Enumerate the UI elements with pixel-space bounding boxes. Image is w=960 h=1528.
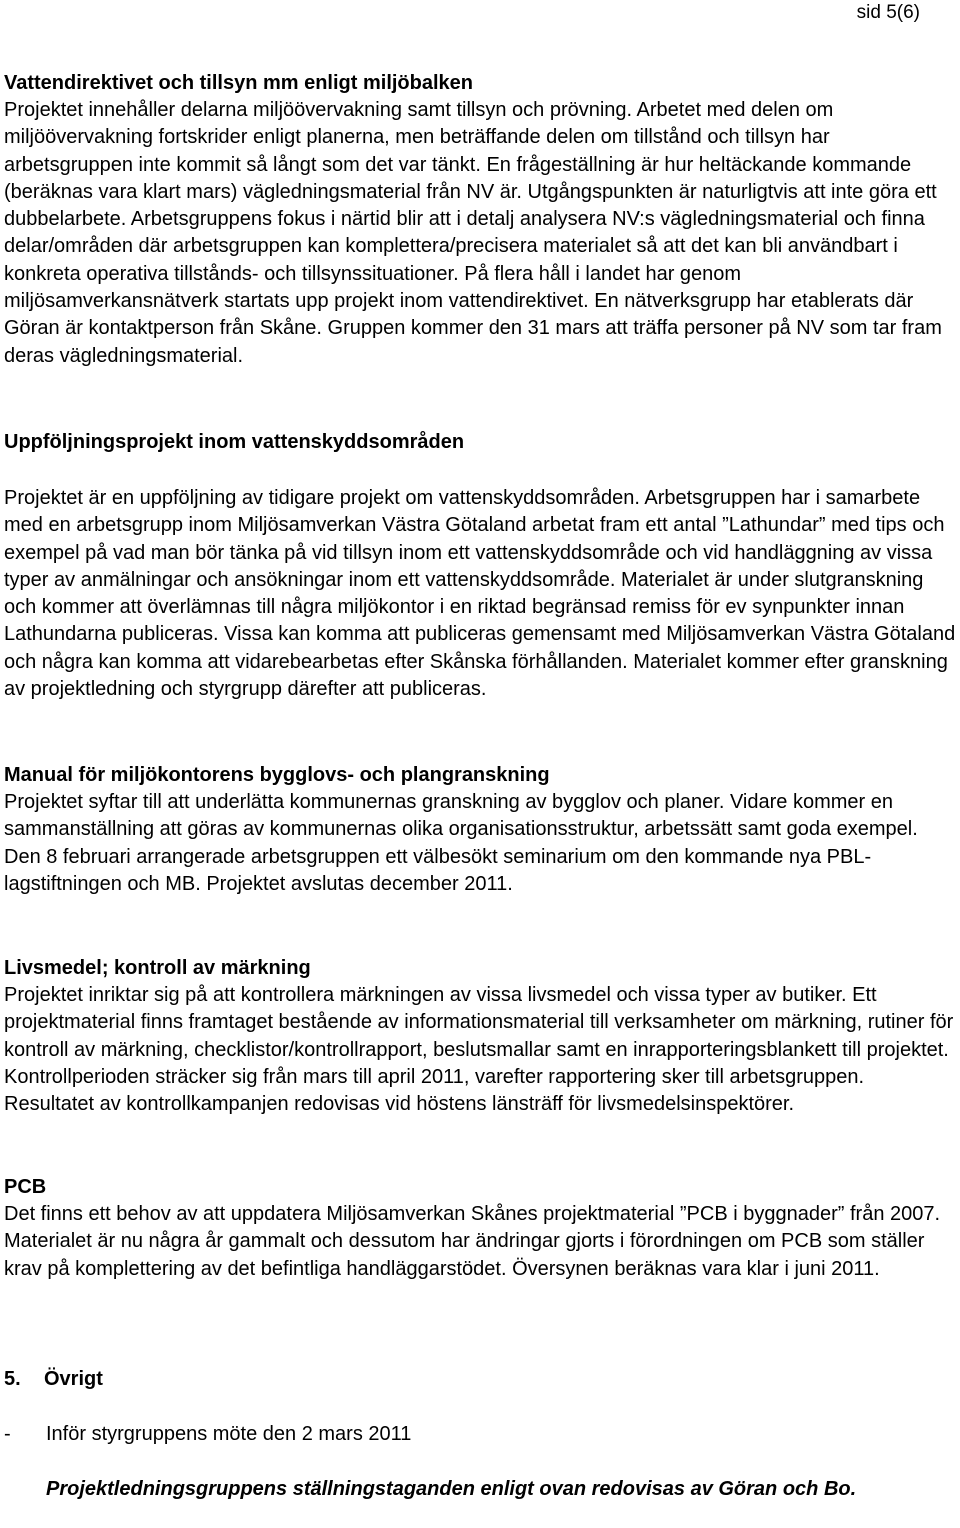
heading-number: 5.: [4, 1368, 21, 1390]
section-body: Projektet syftar till att underlätta kommunernas granskning av bygglov och planer. Vidare kommer en sammanställning att göras av kommunernas olika organisationsstruktur, arbetssätt samt goda exempel. Den 8 februari arrangerade arbetsgruppen ett välbesökt seminarium om den kommande nya PBL-lagstiftningen och MB. Projektet avslutas december 2011.: [4, 791, 918, 895]
section-body: Det finns ett behov av att uppdatera Miljösamverkan Skånes projektmaterial ”PCB i byggnader” från 2007. Materialet är nu några år gammalt och dessutom har ändringar gjorts i förordningen om PCB som ställer krav på komplettering av det befintliga handläggarstödet. Översynen beräknas vara klar i juni 2011.: [4, 1203, 941, 1280]
numbered-heading: [4, 1366, 956, 1393]
section-heading: PCB: [4, 1176, 47, 1198]
section-vattendirektivet: [4, 70, 956, 370]
section-uppfoljning-body: [4, 485, 956, 703]
section-manual: [4, 762, 956, 898]
section-heading: Manual för miljökontorens bygglovs- och plangranskning: [4, 764, 550, 786]
heading-text: Övrigt: [44, 1368, 103, 1390]
section-body: Projektet är en uppföljning av tidigare projekt om vattenskyddsområden. Arbetsgruppen har i samarbete med en arbetsgrupp inom Miljösamverkan Västra Götaland arbetat fram ett antal ”Lathundar” med tips och exempel på vad man bör tänka på vid tillsyn inom ett vattenskyddsområde och vid handläggning av vissa typer av anmälningar och ansökningar inom ett vattenskyddsområde. Materialet är under slutgranskning och kommer att överlämnas till några miljökontor i en riktad begränsad remiss för ev synpunkter innan Lathundarna publiceras. Vissa kan komma att publiceras gemensamt med Miljösamverkan Västra Götaland och några kan komma att vidarebearbetas efter Skånska förhållanden. Materialet kommer efter granskning av projektledning och styrgrupp därefter att publiceras.: [4, 487, 956, 701]
list-item-text: Inför styrgruppens möte den 2 mars 2011: [46, 1423, 412, 1445]
section-pcb: [4, 1174, 956, 1283]
section-body: Projektet innehåller delarna miljöövervakning samt tillsyn och prövning. Arbetet med delen om miljöövervakning fortskrider enligt planerna, men beträffande delen om tillstånd och tillsyn har arbetsgruppen inte kommit så långt som det var tänkt. En frågeställning är hur heltäckande kommande (beräknas vara klart mars) vägledningsmaterial från NV är. Utgångspunkten är naturligtvis att inte göra ett dubbelarbete. Arbetsgruppens fokus i närtid blir att i detalj analysera NV:s vägledningsmaterial och finna delar/områden där arbetsgruppen kan komplettera/precisera materialet så att det kan bli användbart i konkreta operativa tillstånds- och tillsynssituationer. På flera håll i landet har genom miljösamverkansnätverk startats upp projekt inom vattendirektivet. En nätverksgrupp har etablerats där Göran är kontaktperson från Skåne. Gruppen kommer den 31 mars att träffa personer på NV som tar fram deras vägledningsmaterial.: [4, 99, 942, 367]
section-heading: Uppföljningsprojekt inom vattenskyddsområden: [4, 431, 465, 453]
section-livsmedel: [4, 955, 956, 1118]
section-uppfoljning: [4, 429, 956, 456]
section-heading: Vattendirektivet och tillsyn mm enligt miljöbalken: [4, 72, 474, 94]
section-heading: Livsmedel; kontroll av märkning: [4, 957, 311, 979]
list-item: [4, 1421, 956, 1448]
list-dash: -: [4, 1423, 11, 1445]
italic-note: Projektledningsgruppens ställningstaganden enligt ovan redovisas av Göran och Bo.: [46, 1478, 857, 1500]
section-ovrigt: [4, 1366, 956, 1393]
ovrigt-list: [4, 1421, 956, 1448]
page-number: sid 5(6): [856, 2, 920, 23]
ovrigt-note: [4, 1476, 956, 1503]
section-body: Projektet inriktar sig på att kontrollera märkningen av vissa livsmedel och vissa typer av butiker. Ett projektmaterial finns framtaget bestående av informationsmaterial till verksamheter om märkning, rutiner för kontroll av märkning, checklistor/kontrollrapport, beslutsmallar samt en inrapporteringsblankett till projektet. Kontrollperioden sträcker sig från mars till april 2011, varefter rapportering sker till arbetsgruppen. Resultatet av kontrollkampanjen redovisas vid höstens länsträff för livsmedelsinspektörer.: [4, 984, 954, 1116]
